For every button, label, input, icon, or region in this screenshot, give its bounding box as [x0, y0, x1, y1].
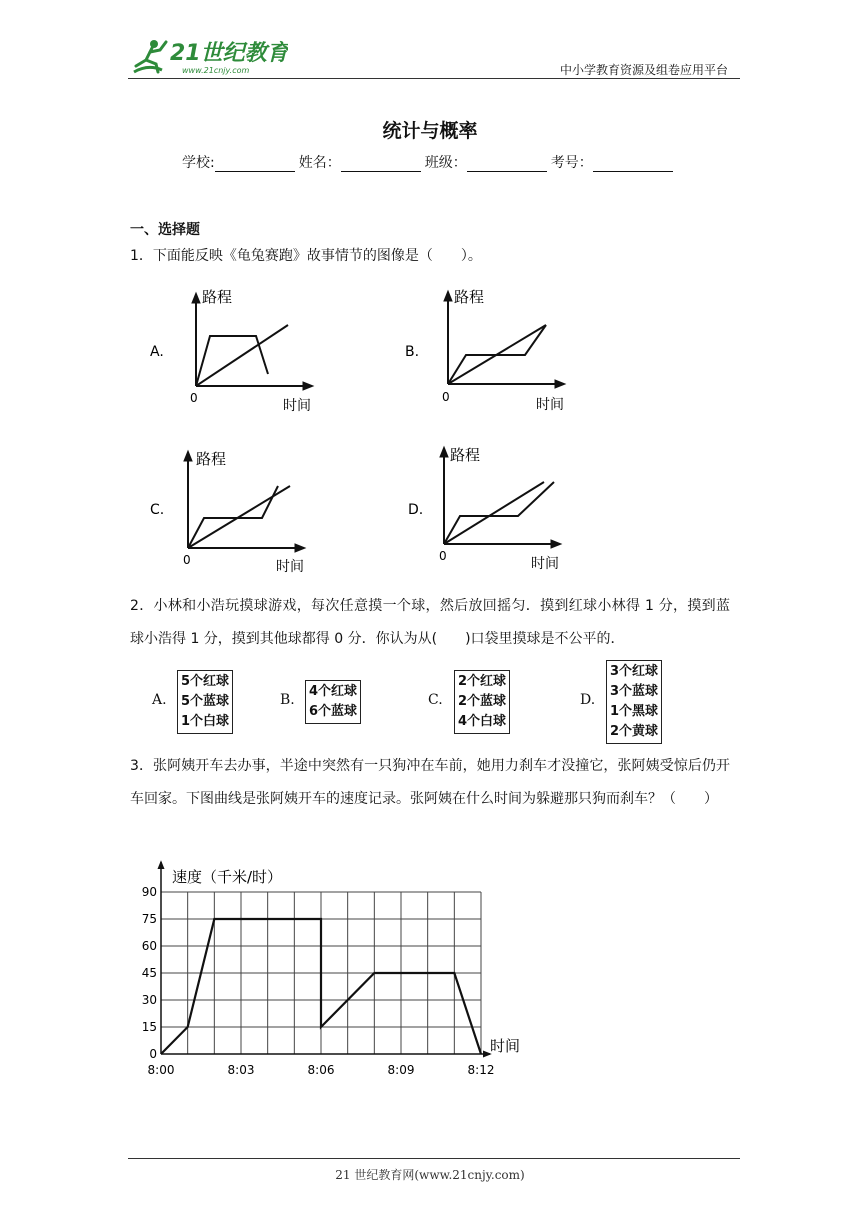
- logo: [128, 36, 288, 78]
- q2-option-b-letter: B.: [280, 692, 295, 708]
- q2-option-b-box: [305, 680, 361, 724]
- q2-d-line: 3个蓝球: [610, 684, 659, 699]
- q2-a-line: 5个红球: [181, 674, 230, 689]
- logo-runner-icon: [128, 36, 288, 78]
- q2-option-a-letter: A.: [152, 692, 167, 708]
- y-tick-label: 90: [141, 885, 157, 899]
- graph-d-origin: 0: [439, 549, 447, 563]
- graph-b-xlabel: 时间: [536, 397, 564, 413]
- logo-text: 21世纪教育: [170, 41, 288, 66]
- q2-a-line: 1个白球: [181, 714, 230, 729]
- graph-c-xlabel: 时间: [276, 559, 304, 575]
- section-heading: 一、选择题: [130, 222, 200, 238]
- option-d-letter: D.: [408, 502, 424, 518]
- name-label: 姓名：: [298, 155, 341, 171]
- x-tick-label: 8:00: [147, 1063, 175, 1077]
- graph-d-xlabel: 时间: [531, 556, 559, 572]
- graph-d-ylabel: 路程: [450, 446, 481, 464]
- graph-b-origin: 0: [442, 390, 450, 404]
- name-blank: [341, 157, 421, 172]
- header-divider: [128, 78, 740, 79]
- y-tick-label: 0: [149, 1047, 157, 1061]
- graph-b: [405, 288, 564, 413]
- x-tick-label: 8:06: [307, 1063, 335, 1077]
- option-a-letter: A.: [150, 344, 164, 360]
- platform-name: 中小学教育资源及组卷应用平台: [559, 63, 728, 77]
- q2-d-line: 3个红球: [610, 664, 659, 679]
- x-tick-label: 8:09: [387, 1063, 415, 1077]
- x-tick-label: 8:12: [467, 1063, 495, 1077]
- q2-d-line: 1个黑球: [610, 704, 659, 719]
- y-tick-label: 60: [141, 939, 157, 953]
- q2-option-c-box: [454, 670, 510, 734]
- graph-a-xlabel: 时间: [283, 398, 311, 414]
- y-tick-label: 15: [141, 1020, 157, 1034]
- graph-a: [150, 288, 312, 414]
- class-blank: [467, 157, 547, 172]
- q2-b-line: 4个红球: [309, 684, 358, 699]
- class-label: 班级：: [424, 155, 467, 171]
- q2-option-d-letter: D.: [580, 692, 596, 708]
- speed-chart: [138, 858, 538, 1084]
- q2-option-a-box: [177, 670, 233, 734]
- x-tick-labels: [148, 1063, 495, 1077]
- y-tick-label: 30: [141, 993, 157, 1007]
- graph-c-origin: 0: [183, 553, 191, 567]
- footer-text: 21 世纪教育网(www.21cnjy.com): [335, 1168, 525, 1182]
- logo-url: www.21cnjy.com: [182, 66, 250, 75]
- y-tick-label: 45: [141, 966, 157, 980]
- option-b-letter: B.: [405, 344, 420, 360]
- q2-d-line: 2个黄球: [610, 724, 659, 739]
- question-1-graphs: [140, 280, 600, 580]
- x-tick-label: 8:03: [227, 1063, 255, 1077]
- q2-c-line: 2个红球: [458, 674, 507, 689]
- q2-c-line: 4个白球: [458, 714, 507, 729]
- footer-divider: [128, 1158, 740, 1159]
- school-label: 学校:: [182, 155, 215, 171]
- question-3-text: 3．张阿姨开车去办事，半途中突然有一只狗冲在车前，她用力刹车才没撞它，张阿姨受惊后仍开车回家。下图曲线是张阿姨开车的速度记录。张阿姨在什么时间为躲避那只狗而刹车？（ ）: [130, 758, 730, 807]
- exam-no-label: 考号：: [550, 155, 593, 171]
- question-2-text: 2．小林和小浩玩摸球游戏，每次任意摸一个球，然后放回摇匀．摸到红球小林得 1 分，摸到蓝球小浩得 1 分，摸到其他球都得 0 分．你认为从( )口袋里摸球是不公平的．: [130, 598, 730, 647]
- graph-a-origin: 0: [190, 391, 198, 405]
- graph-d: [408, 446, 560, 572]
- y-tick-labels: [142, 885, 157, 1061]
- q2-b-line: 6个蓝球: [309, 704, 358, 719]
- page-title: 统计与概率: [382, 120, 478, 142]
- chart-xlabel: 时间: [490, 1037, 521, 1055]
- chart-ylabel: 速度（千米/时）: [172, 868, 283, 886]
- question-1-text: 1．下面能反映《龟兔赛跑》故事情节的图像是（ ）。: [130, 248, 482, 264]
- graph-a-ylabel: 路程: [202, 288, 233, 306]
- school-blank: [215, 157, 295, 172]
- option-c-letter: C.: [150, 502, 165, 518]
- q2-option-c-letter: C.: [428, 692, 443, 708]
- exam-no-blank: [593, 157, 673, 172]
- q2-option-d-box: [606, 660, 662, 744]
- q2-c-line: 2个蓝球: [458, 694, 507, 709]
- graph-c: [150, 450, 304, 575]
- graph-c-ylabel: 路程: [196, 450, 227, 468]
- y-tick-label: 75: [141, 912, 157, 926]
- student-info: [182, 152, 677, 172]
- graph-b-ylabel: 路程: [454, 288, 485, 306]
- q2-a-line: 5个蓝球: [181, 694, 230, 709]
